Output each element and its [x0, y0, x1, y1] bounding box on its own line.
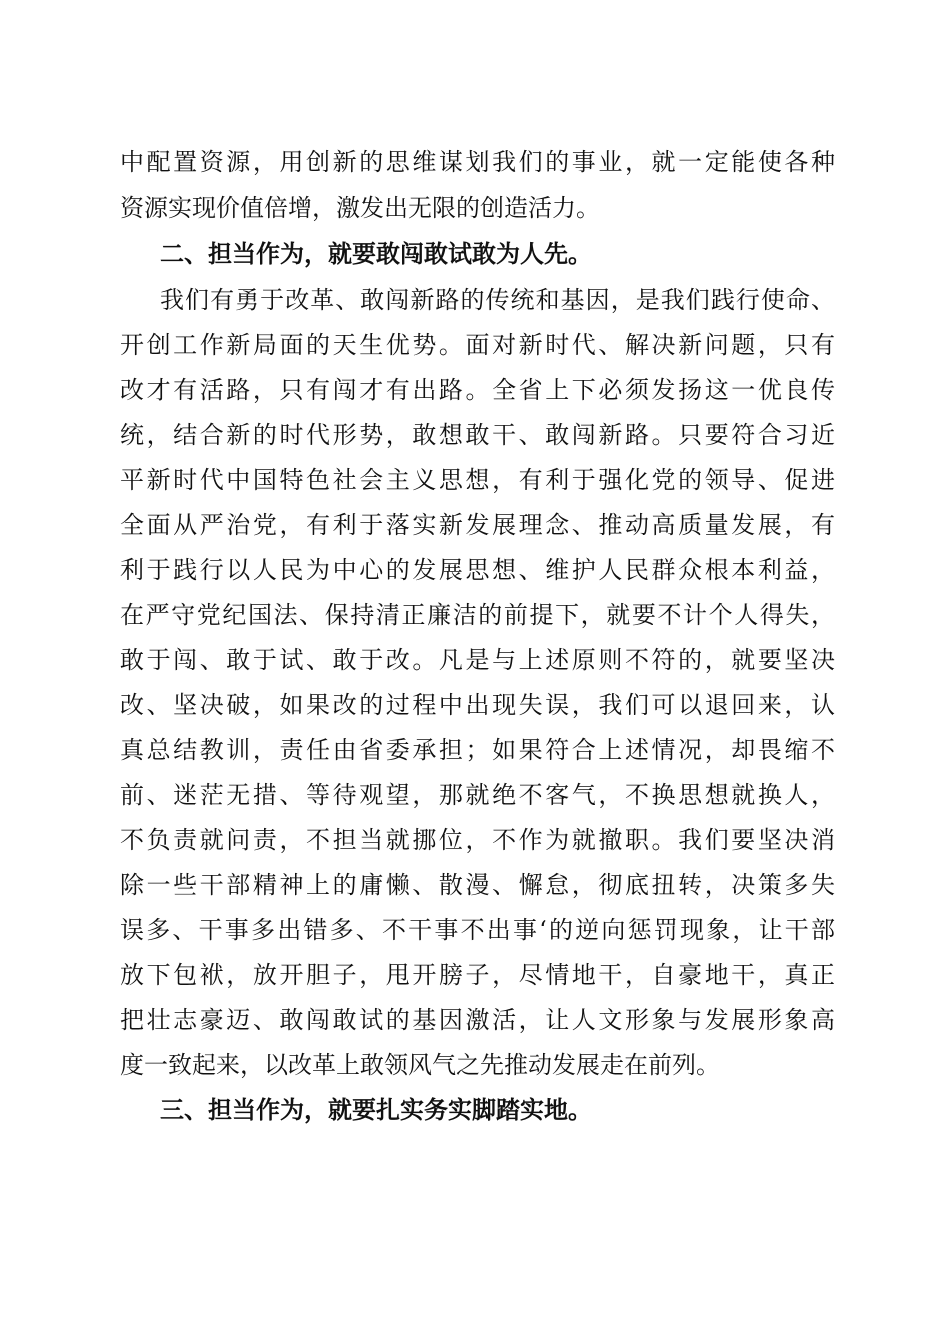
section-heading-three: 三、担当作为，就要扎实务实脚踏实地。 — [160, 1096, 592, 1124]
text-line: 度一致起来，以改革上敢领风气之先推动发展走在前列。 — [120, 1051, 720, 1079]
text-line: 中配置资源，用创新的思维谋划我们的事业，就一定能使各种 — [120, 148, 835, 176]
text-line: 放下包袱，放开胆子，甩开膀子，尽情地干，自豪地干，真正 — [120, 961, 835, 989]
text-line: 误多、干事多出错多、不干事不出事‘的逆向惩罚现象，让干部 — [120, 916, 835, 944]
text-line: 全面从严治党，有利于落实新发展理念、推动高质量发展，有 — [120, 511, 835, 539]
text-line: 敢于闯、敢于试、敢于改。凡是与上述原则不符的，就要坚决 — [120, 646, 835, 674]
text-line: 除一些干部精神上的庸懒、散漫、懈怠，彻底扭转，决策多失 — [120, 871, 835, 899]
text-line: 在严守党纪国法、保持清正廉洁的前提下，就要不计个人得失， — [120, 601, 835, 629]
text-line: 把壮志豪迈、敢闯敢试的基因激活，让人文形象与发展形象高 — [120, 1006, 835, 1034]
text-line: 统，结合新的时代形势，敢想敢干、敢闯新路。只要符合习近 — [120, 421, 835, 449]
text-line: 平新时代中国特色社会主义思想，有利于强化党的领导、促进 — [120, 466, 835, 494]
text-line: 不负责就问责，不担当就挪位，不作为就撤职。我们要坚决消 — [120, 826, 835, 854]
text-line: 真总结教训，责任由省委承担；如果符合上述情况，却畏缩不 — [120, 736, 835, 764]
text-line: 改才有活路，只有闯才有出路。全省上下必须发扬这一优良传 — [120, 376, 835, 404]
text-line: 前、迷茫无措、等待观望，那就绝不客气，不换思想就换人， — [120, 781, 835, 809]
text-line: 利于践行以人民为中心的发展思想、维护人民群众根本利益， — [120, 556, 835, 584]
section-heading-two: 二、担当作为，就要敢闯敢试敢为人先。 — [160, 240, 592, 268]
text-line: 改、坚决破，如果改的过程中出现失误，我们可以退回来，认 — [120, 691, 835, 719]
text-line: 资源实现价值倍增，激发出无限的创造活力。 — [120, 194, 600, 222]
text-line: 我们有勇于改革、敢闯新路的传统和基因，是我们践行使命、 — [160, 286, 835, 314]
text-line: 开创工作新局面的天生优势。面对新时代、解决新问题，只有 — [120, 331, 835, 359]
